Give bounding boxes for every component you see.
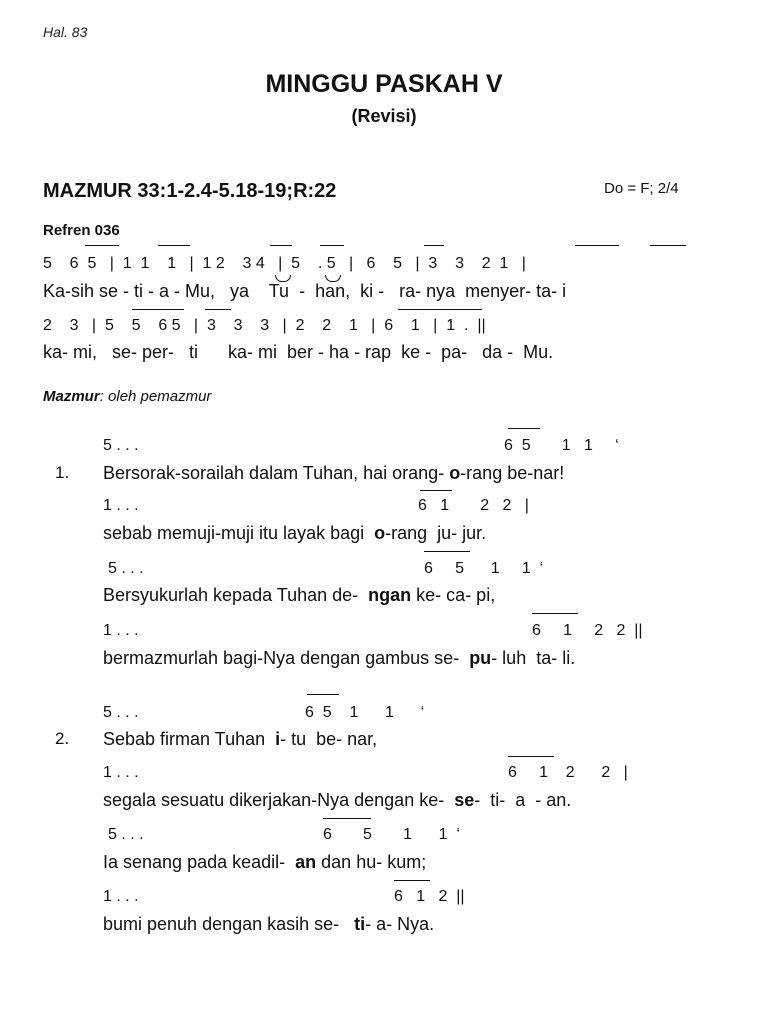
emphasized-syllable: an — [295, 852, 317, 872]
emphasized-syllable: ti — [354, 914, 366, 934]
verse-1-line-1-notes: 6 5 1 1 ‘ — [504, 437, 619, 454]
verse-2-line-4-text: bumi penuh dengan kasih se- ti- a- Nya. — [103, 914, 435, 934]
verse-2-line-1-notes: 6 5 1 1 ‘ — [305, 704, 425, 721]
emphasized-syllable: o — [449, 463, 461, 483]
refrain-lyrics-line-2: ka- mi, se- per- ti ka- mi ber - ha - rap ke - pa- da - Mu. — [43, 342, 554, 362]
psalm-reference: MAZMUR 33:1-2.4-5.18-19;R:22 — [43, 180, 337, 202]
refrain-lyrics-line-1: Ka-sih se - ti - a - Mu, ya Tu - han, ki - ra- nya menyer- ta- i — [43, 281, 567, 301]
beam-line — [158, 245, 190, 246]
verse-2-line-4-reciting-note: 1 . . . — [103, 888, 139, 905]
beam-line — [508, 428, 540, 429]
verse-1-line-4-notes: 6 1 2 2 || — [532, 622, 643, 639]
verse-2-line-3-reciting-note: 5 . . . — [108, 826, 144, 843]
refrain-notes-line-1: 5 6 5 | 1 1 1 | 1 2 3 4 | 5 . 5 | 6 5 | 3 3 2 1 | — [43, 255, 526, 272]
verse-2-number: 2. — [55, 729, 70, 748]
verse-1-line-4-text: bermazmurlah bagi-Nya dengan gambus se- pu- luh ta- li. — [103, 648, 576, 668]
verse-1-line-2-reciting-note: 1 . . . — [103, 497, 139, 514]
verse-2-line-1-text: Sebab firman Tuhan i- tu be- nar, — [103, 729, 378, 749]
beam-line — [424, 245, 444, 246]
verse-2-line-4-notes: 6 1 2 || — [394, 888, 465, 905]
verse-2-line-3-text: Ia senang pada keadil- an dan hu- kum; — [103, 852, 427, 872]
beam-line — [575, 245, 619, 246]
beam-line — [532, 613, 578, 614]
verse-1-line-1-text: Bersorak-sorailah dalam Tuhan, hai orang- o-rang be-nar! — [103, 463, 565, 483]
psalm-section-label-rest: : oleh pemazmur — [99, 388, 212, 405]
refrain-notes-line-2: 2 3 | 5 5 6 5 | 3 3 3 | 2 2 1 | 6 1 | 1 . || — [43, 317, 486, 334]
beam-line — [508, 756, 554, 757]
beam-line — [132, 309, 184, 310]
beam-line — [320, 245, 344, 246]
verse-1-line-1-reciting-note: 5 . . . — [103, 437, 139, 454]
emphasized-syllable: se — [454, 790, 475, 810]
verse-2-line-2-text: segala sesuatu dikerjakan-Nya dengan ke- se- ti- a - an. — [103, 790, 572, 810]
verse-1-line-3-notes: 6 5 1 1 ‘ — [424, 560, 544, 577]
key-signature: Do = F; 2/4 — [604, 180, 679, 197]
emphasized-syllable: o — [374, 523, 386, 543]
verse-1-line-2-text: sebab memuji-muji itu layak bagi o-rang ju- jur. — [103, 523, 487, 543]
verse-1-line-3-reciting-note: 5 . . . — [108, 560, 144, 577]
beam-line — [307, 694, 339, 695]
beam-line — [420, 490, 452, 491]
emphasized-syllable: i — [275, 729, 281, 749]
verse-1-line-3-text: Bersyukurlah kepada Tuhan de- ngan ke- ca- pi, — [103, 585, 496, 605]
verse-2-line-2-notes: 6 1 2 2 | — [508, 764, 628, 781]
verse-2-line-1-reciting-note: 5 . . . — [103, 704, 139, 721]
verse-1-line-2-notes: 6 1 2 2 | — [418, 497, 529, 514]
beam-line — [205, 309, 231, 310]
verse-1-number: 1. — [55, 463, 70, 482]
beam-line — [394, 880, 430, 881]
emphasized-syllable: ngan — [368, 585, 412, 605]
beam-line — [650, 245, 686, 246]
verse-2-line-2-reciting-note: 1 . . . — [103, 764, 139, 781]
page-number: Hal. 83 — [43, 24, 88, 40]
beam-line — [398, 309, 482, 310]
page-title: MINGGU PASKAH V — [265, 70, 503, 98]
verse-1-line-4-reciting-note: 1 . . . — [103, 622, 139, 639]
emphasized-syllable: pu — [469, 648, 492, 668]
beam-line — [270, 245, 292, 246]
page-subtitle: (Revisi) — [351, 106, 417, 126]
psalm-section-label-bold: Mazmur — [43, 388, 100, 405]
beam-line — [85, 245, 119, 246]
beam-line — [424, 551, 470, 552]
refrain-label: Refren 036 — [43, 222, 120, 239]
beam-line — [323, 818, 371, 819]
psalm-section-label — [43, 388, 211, 405]
verse-2-line-3-notes: 6 5 1 1 ‘ — [323, 826, 460, 843]
